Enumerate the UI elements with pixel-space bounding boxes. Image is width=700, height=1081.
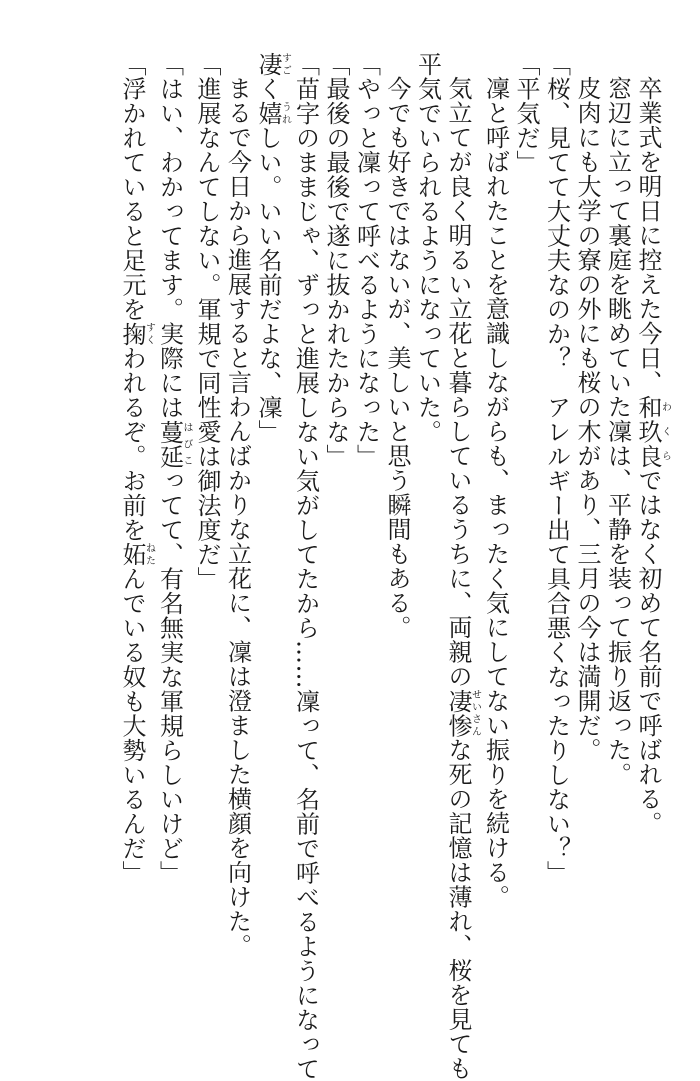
text-segment: 平気でいられるようになっていた。 xyxy=(413,52,442,444)
ruby-base: 凄惨 xyxy=(444,688,472,738)
text-segment: な死の記憶は薄れ、桜を見ても xyxy=(444,737,472,1081)
text-line xyxy=(154,52,192,982)
text-segment: 「やっと凜って呼べるようになった」 xyxy=(352,52,381,469)
vertical-text-body xyxy=(117,52,671,1081)
text-segment: 皮肉にも大学の寮の外にも桜の木があり、三月の今は満開だ。 xyxy=(573,76,601,762)
text-segment: 「平気だ」 xyxy=(512,52,540,175)
text-segment: しい。いい名前だよな、凜」 xyxy=(254,125,282,444)
text-line xyxy=(572,52,603,982)
text-line xyxy=(412,52,443,982)
text-line xyxy=(290,52,321,1081)
ruby-base: 和玖良 xyxy=(634,394,662,468)
text-line xyxy=(443,52,481,1081)
text-segment: 窓辺に立って裏庭を眺めていた凜は、平静を装って振り返った。 xyxy=(603,76,632,787)
text-line xyxy=(480,52,511,982)
ruby-word xyxy=(155,419,192,469)
ruby-base: 嬉 xyxy=(254,101,282,126)
text-segment: われるぞ。お前を xyxy=(118,346,146,542)
text-line xyxy=(633,52,671,982)
ruby-reading: せいさん xyxy=(469,688,481,738)
text-segment: 今でも好きではないが、美しいと思う瞬間もある。 xyxy=(383,76,411,640)
ruby-base: 妬 xyxy=(118,542,146,567)
text-line xyxy=(192,52,223,982)
text-line xyxy=(382,52,413,982)
text-line xyxy=(222,52,253,982)
text-segment: 「浮かれていると足元を xyxy=(118,52,146,322)
ruby-word xyxy=(444,688,481,738)
ruby-reading: うれ xyxy=(279,101,291,126)
text-segment: まるで今日から進展すると言わんばかりな立花に、凜は澄ました横顔を向けた。 xyxy=(223,76,252,958)
text-segment: 「進展なんてしない。軍規で同性愛は御法度だ」 xyxy=(193,52,221,591)
ruby-reading: ねた xyxy=(143,542,155,567)
text-segment: ってて、有名無実な軍規らしいけど」 xyxy=(155,468,184,885)
text-line xyxy=(321,52,352,982)
text-segment: 気立てが良く明るい立花と暮らしているうちに、両親の xyxy=(444,76,472,689)
text-segment: 「最後の最後で遂に抜かれたからな」 xyxy=(322,52,350,469)
ruby-reading: すく xyxy=(143,321,155,346)
text-line xyxy=(511,52,542,982)
text-line xyxy=(541,52,572,982)
ruby-word xyxy=(254,52,291,77)
ruby-reading: わくら xyxy=(659,394,671,468)
ruby-base: 凄 xyxy=(254,52,282,77)
ruby-base: 蔓延 xyxy=(155,419,184,469)
text-segment: 卒業式を明日に控えた今日、 xyxy=(634,76,662,395)
ruby-base: 掬 xyxy=(118,321,146,346)
text-line xyxy=(602,52,633,982)
text-line xyxy=(117,52,155,982)
text-segment: く xyxy=(254,76,282,101)
ruby-word xyxy=(254,101,291,126)
ruby-reading: はびこ xyxy=(181,419,192,469)
ruby-word xyxy=(634,394,671,469)
text-segment: ではなく初めて名前で呼ばれる。 xyxy=(634,468,662,836)
ruby-reading: すご xyxy=(279,52,291,77)
ruby-word xyxy=(118,542,155,567)
text-line xyxy=(253,52,291,982)
ruby-word xyxy=(118,321,155,347)
text-segment: 「はい、わかってます。実際には xyxy=(155,52,184,420)
text-line xyxy=(351,52,382,982)
text-segment: 「苗字のままじゃ、ずっと進展しない気がしてたから……凜って、名前で呼べるようになって xyxy=(291,52,320,1081)
text-segment: 「桜、見てて大丈夫なのか？ アレルギー出て具合悪くなったりしない？」 xyxy=(542,52,571,885)
text-segment: 凜と呼ばれたことを意識しながらも、まったく気にしてない振りを続ける。 xyxy=(481,76,510,909)
text-segment: んでいる奴も大勢いるんだ」 xyxy=(118,566,146,885)
